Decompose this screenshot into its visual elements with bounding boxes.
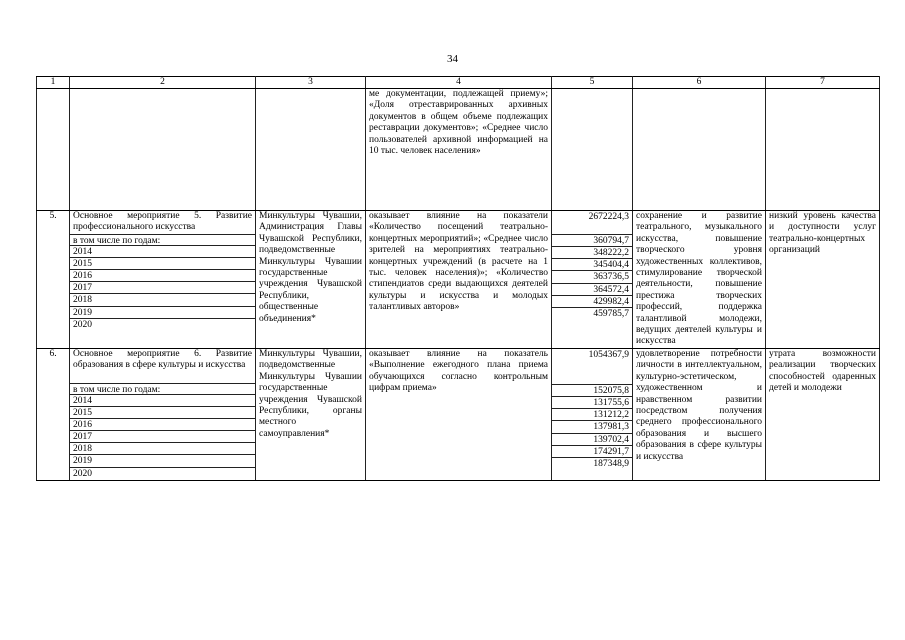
- consequence: утрата возможности реализации творческих способностей одаренных детей и молодежи: [766, 348, 880, 480]
- year: 2015: [70, 407, 255, 419]
- year: 2014: [70, 395, 255, 407]
- year: 2018: [70, 443, 255, 455]
- year: 2018: [70, 294, 255, 306]
- activity-cell: [70, 211, 256, 349]
- indicators: оказывает влияние на показатель «Выполнение ежегодного плана приема обучающихся согласно контрольным цифрам приема»: [366, 348, 552, 480]
- funding-value: 131212,2: [552, 409, 632, 421]
- year: 2020: [73, 319, 92, 330]
- subtitle: в том числе по годам:: [70, 383, 255, 395]
- consequence: низкий уровень качества и доступности услуг театрально-концертных организаций: [766, 211, 880, 349]
- funding-value: 345404,4: [552, 259, 632, 271]
- funding-blank: [552, 361, 632, 373]
- funding-value: 348222,2: [552, 247, 632, 259]
- year: 2016: [70, 419, 255, 431]
- indicators: оказывает влияние на показатели «Количество посещений театрально-концертных мероприятий»; «Среднее число зрителей на мероприятиях театрально-концертных учреждений (в расчете на 1 тыс. человек населения)»; «Количество стипендиатов среди выдающихся деятелей культуры и искусства и молодых талантливых авторов»: [366, 211, 552, 349]
- funding-value: 139702,4: [552, 434, 632, 446]
- funding-blank: [552, 373, 632, 385]
- header-cell: 6: [633, 77, 766, 89]
- table-row-6: [37, 348, 880, 480]
- funding-cell: [552, 348, 633, 480]
- funding-value: 364572,4: [552, 284, 632, 296]
- funding-total: 2672224,3: [588, 212, 629, 222]
- year: 2017: [70, 282, 255, 294]
- subtitle: в том числе по годам:: [70, 234, 255, 246]
- funding-value: 174291,7: [552, 446, 632, 458]
- executors: Минкультуры Чувашии, подведомственные Минкультуры Чувашии государственные учреждения Чувашской Республики, органы местного самоуправления*: [256, 348, 366, 480]
- funding-value: 187348,9: [593, 458, 629, 469]
- year: 2019: [70, 455, 255, 467]
- header-cell: 7: [766, 77, 880, 89]
- header-cell: 5: [552, 77, 633, 89]
- header-cell: 2: [70, 77, 256, 89]
- funding-value: 363736,5: [552, 271, 632, 283]
- expected-result: сохранение и развитие театрального, музыкального искусства, повышение творческого уровня художественных коллективов, стимулирование творческой деятельности, повышение престижа творческих профессий, поддержка талантливой молодежи, ведущих деятелей культуры и искусства: [633, 211, 766, 349]
- page-number: 34: [447, 53, 458, 65]
- funding-total: 1054367,9: [588, 349, 629, 360]
- year: 2014: [70, 246, 255, 258]
- year: 2016: [70, 270, 255, 282]
- row-number: 5.: [37, 211, 70, 349]
- header-cell: 3: [256, 77, 366, 89]
- executors: Минкультуры Чувашии, Администрация Главы Чувашской Республики, подведомственные Минкультуры Чувашии государственные учреждения Чувашской Республики, общественные объединения*: [256, 211, 366, 349]
- header-cell: 1: [37, 77, 70, 89]
- table-row-5: [37, 211, 880, 349]
- expected-result: удовлетворение потребности личности в интеллектуальном, культурно-эстетическом, художественном и нравственном развитии посредством получения среднего профессионального образования и высшего образования в сфере культуры и искусства: [633, 348, 766, 480]
- year: 2015: [70, 258, 255, 270]
- continuation-indicators: ме документации, подлежащей приему»; «Доля отреставрированных архивных документов в общем объеме подлежащих реставрации документов»; «Среднее число пользователей архивной информацией на 10 тыс. человек населения»: [366, 89, 552, 211]
- funding-value: 360794,7: [552, 235, 632, 247]
- funding-blank: [552, 223, 632, 235]
- funding-value: 429982,4: [552, 296, 632, 308]
- continuation-row: [37, 89, 880, 211]
- funding-cell: [552, 211, 633, 349]
- header-row: [37, 77, 880, 89]
- funding-value: 459785,7: [593, 308, 629, 319]
- funding-value: 137981,3: [552, 421, 632, 433]
- funding-value: 152075,8: [552, 385, 632, 397]
- program-table: [36, 76, 880, 481]
- activity-title: Основное мероприятие 6. Развитие образования в сфере культуры и искусства: [73, 348, 252, 371]
- year: 2020: [73, 468, 92, 479]
- activity-title: Основное мероприятие 5. Развитие профессионального искусства: [73, 211, 252, 233]
- funding-value: 131755,6: [552, 397, 632, 409]
- year: 2019: [70, 307, 255, 319]
- activity-cell: [70, 348, 256, 480]
- header-cell: 4: [366, 77, 552, 89]
- year: 2017: [70, 431, 255, 443]
- row-number: 6.: [37, 348, 70, 480]
